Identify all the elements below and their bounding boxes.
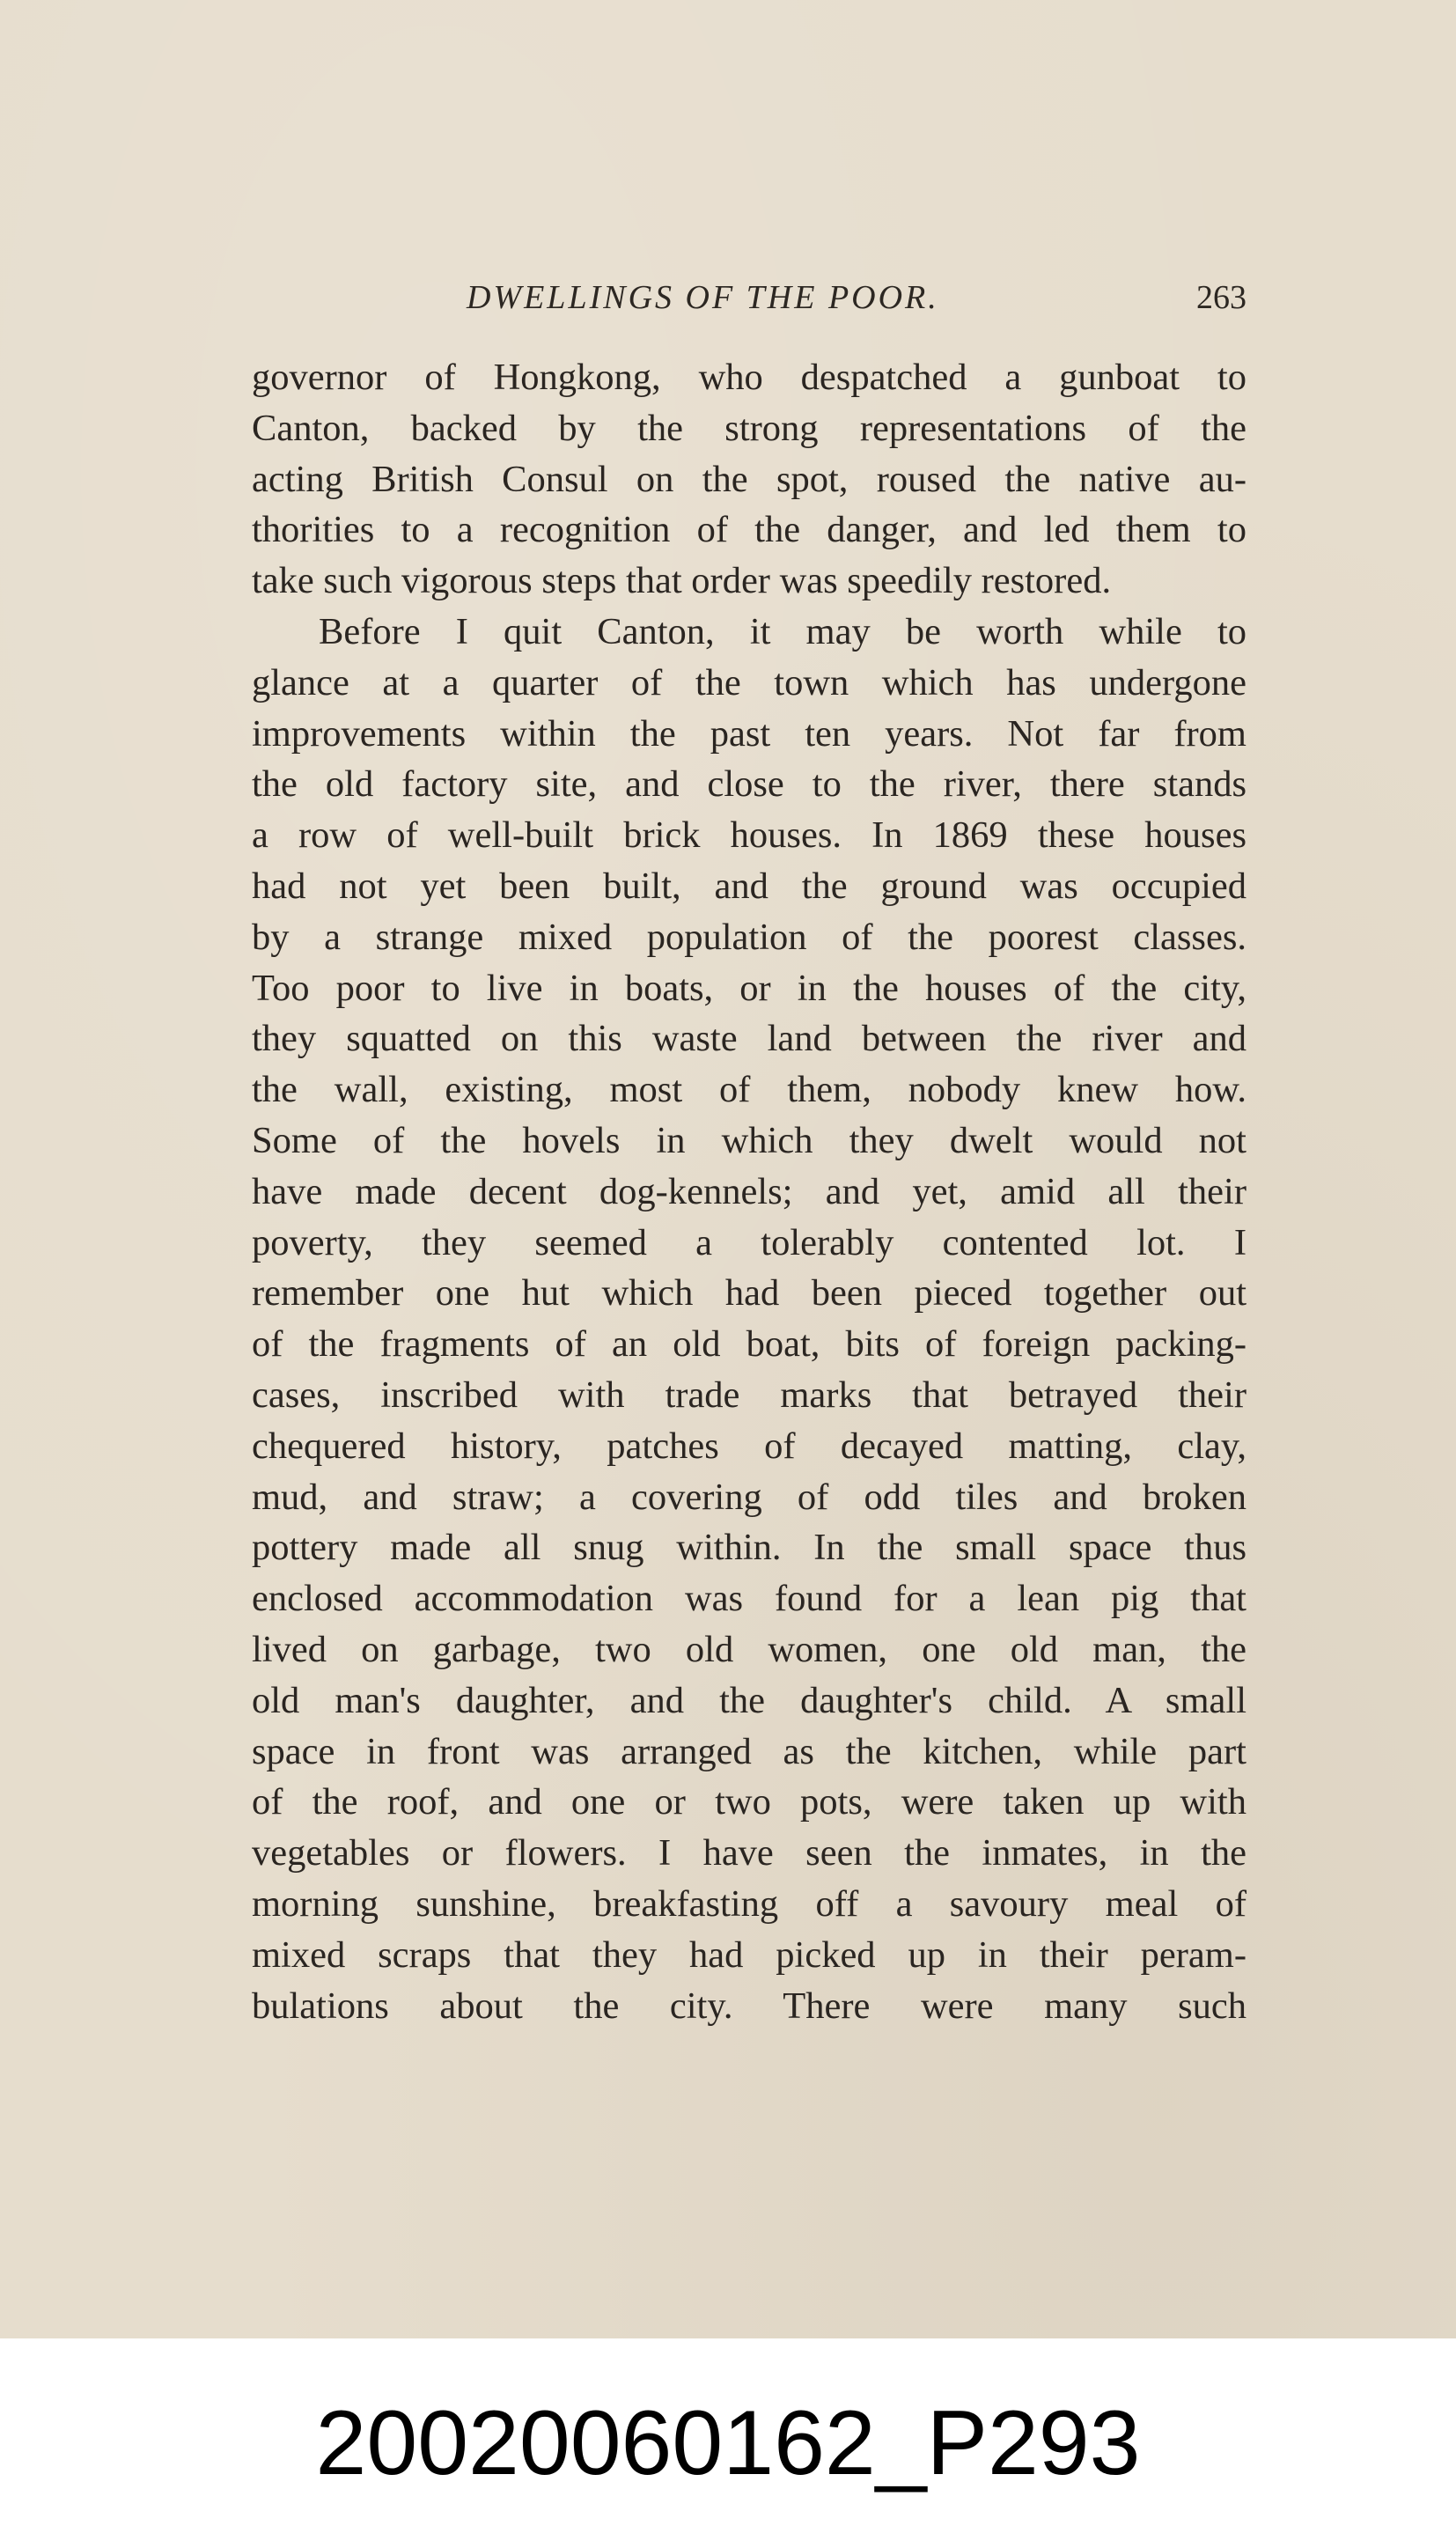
text-line: Before I quit Canton, it may be worth while to <box>319 610 1246 652</box>
text-line: acting British Consul on the spot, roused the native au- <box>252 458 1246 500</box>
text-line: Some of the hovels in which they dwelt would not <box>252 1119 1246 1161</box>
body-text <box>252 352 1246 2031</box>
image-id-label: 20020060162_P293 <box>0 2338 1456 2548</box>
text-line: morning sunshine, breakfasting off a savoury meal of <box>252 1882 1246 1925</box>
text-line: governor of Hongkong, who despatched a gunboat to <box>252 357 1246 398</box>
text-line: lived on garbage, two old women, one old man, the <box>252 1628 1246 1670</box>
text-line: had not yet been built, and the ground was occupied <box>252 865 1246 907</box>
text-line: a row of well-built brick houses. In 1869 these houses <box>252 814 1246 857</box>
text-line: glance at a quarter of the town which has undergone <box>252 661 1246 703</box>
text-line: they squatted on this waste land between the river and <box>252 1018 1246 1060</box>
text-line: the wall, existing, most of them, nobody knew how. <box>252 1069 1246 1111</box>
text-line: thorities to a recognition of the danger, and led them to <box>252 509 1246 551</box>
running-head <box>252 275 1246 320</box>
text-line: by a strange mixed population of the poorest classes. <box>252 916 1246 958</box>
text-line: chequered history, patches of decayed matting, clay, <box>252 1425 1246 1467</box>
text-line: take such vigorous steps that order was speedily restored. <box>252 560 1112 602</box>
text-line: poverty, they seemed a tolerably contented lot. I <box>252 1221 1246 1263</box>
text-line: of the fragments of an old boat, bits of foreign packing- <box>252 1323 1246 1366</box>
running-head-title: DWELLINGS OF THE POOR. <box>467 279 939 316</box>
text-line: space in front was arranged as the kitchen, while part <box>252 1730 1246 1772</box>
text-line: old man's daughter, and the daughter's child. A small <box>252 1679 1246 1721</box>
text-line: bulations about the city. There were many such <box>252 1985 1246 2027</box>
text-line: mud, and straw; a covering of odd tiles and broken <box>252 1476 1246 1518</box>
text-line: pottery made all snug within. In the small space thus <box>252 1527 1246 1569</box>
text-line: Too poor to live in boats, or in the houses of the city, <box>252 967 1246 1009</box>
text-line: have made decent dog-kennels; and yet, amid all their <box>252 1170 1246 1212</box>
text-line: Canton, backed by the strong representations of the <box>252 407 1246 449</box>
text-line: enclosed accommodation was found for a lean pig that <box>252 1578 1246 1620</box>
text-line: mixed scraps that they had picked up in their peram- <box>252 1933 1246 1976</box>
text-line: remember one hut which had been pieced together out <box>252 1272 1246 1315</box>
text-line: of the roof, and one or two pots, were taken up with <box>252 1781 1246 1823</box>
text-line: improvements within the past ten years. Not far from <box>252 712 1246 755</box>
text-line: the old factory site, and close to the river, there stands <box>252 763 1246 806</box>
page-number: 263 <box>1196 279 1246 316</box>
text-line: vegetables or flowers. I have seen the inmates, in the <box>252 1832 1246 1874</box>
text-line: cases, inscribed with trade marks that betrayed their <box>252 1373 1246 1416</box>
